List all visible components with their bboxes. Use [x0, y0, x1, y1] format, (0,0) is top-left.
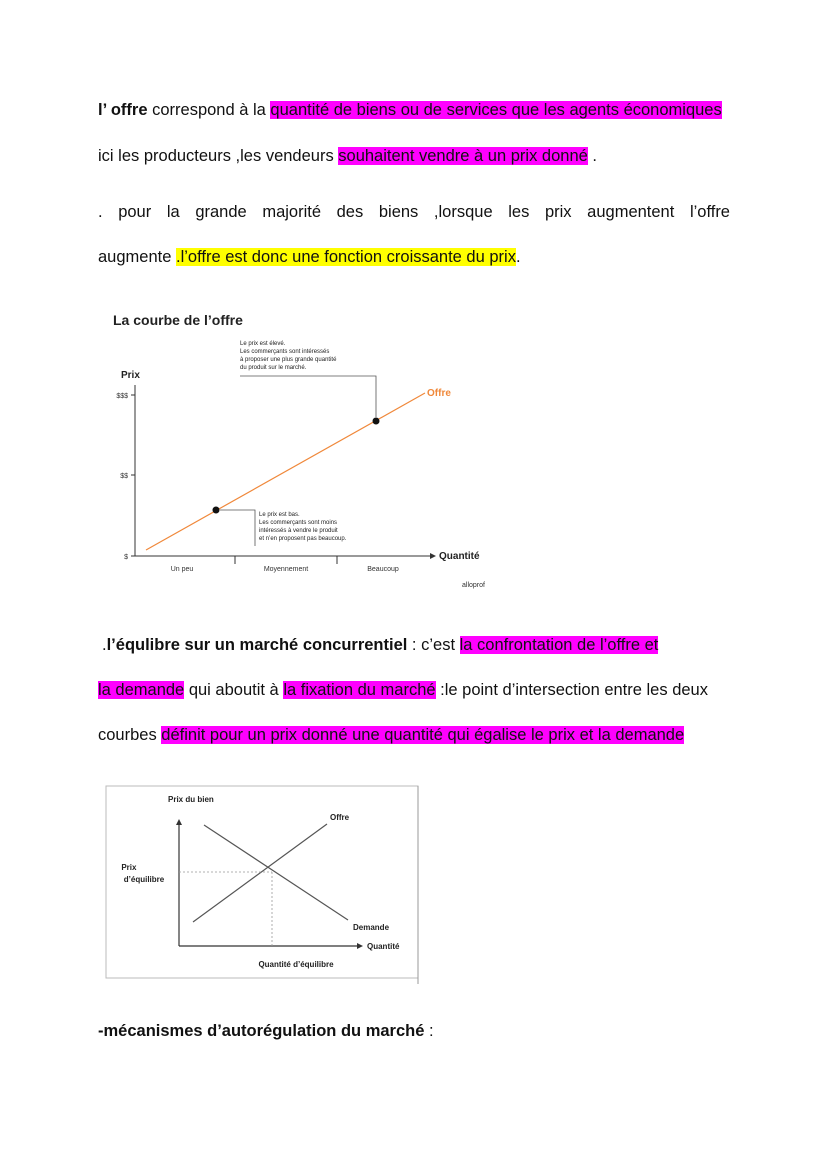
text-segment: .: [587, 147, 597, 165]
text-segment: :: [424, 1022, 434, 1040]
chart2-supply-label: Offre: [330, 813, 350, 822]
chart1-xlabel: Quantité: [439, 551, 480, 562]
text-segment: qui aboutit à: [184, 681, 284, 699]
equilibre-line-3: [98, 724, 730, 746]
autoregulation-term: -mécanismes d’autorégulation du marché: [98, 1022, 425, 1040]
text-segment: .: [515, 248, 521, 266]
chart1-annotation-high: Le prix est élevé. Les commerçants sont intéressés à proposer une plus grande quantité du produit sur le marché.: [240, 341, 337, 371]
chart1-annotation-low: Le prix est bas. Les commerçants sont moins intéressés à vendre le produit et n’en proposent pas beaucoup.: [259, 512, 347, 542]
equilibre-line-2: [98, 679, 730, 701]
offre-definition-line-2: [98, 145, 730, 167]
text-segment: .: [102, 636, 107, 654]
chart1-ytick-mid: $$: [120, 473, 128, 480]
chart1-title: La courbe de l’offre: [113, 312, 243, 328]
chart1-point-low: [213, 507, 220, 514]
text-segment: . pour la grande majorité des biens ,lorsque les prix augmentent l’offre: [98, 203, 730, 221]
offre-term: l’ offre: [98, 101, 148, 119]
text-segment: augmente: [98, 248, 176, 266]
chart1-supply-line: [146, 393, 425, 550]
offre-rule-line-2: [98, 246, 730, 268]
chart1-xtick-moyennement: Moyennement: [263, 566, 309, 573]
chart1-xtick-beaucoup: Beaucoup: [367, 566, 399, 573]
chart1-ytick-high: $$$: [116, 393, 128, 400]
chart1-xtick-unpeu: Un peu: [170, 566, 194, 573]
chart1-series-label: Offre: [427, 388, 451, 399]
highlight-magenta: la fixation du marché: [283, 681, 436, 699]
chart1-callout-low: [220, 510, 255, 546]
equilibre-line-1: [98, 634, 730, 656]
autoregulation-heading: [98, 1020, 730, 1042]
highlight-magenta: la confrontation de l’offre et: [459, 636, 659, 654]
text-segment: correspond à la: [147, 101, 271, 119]
offre-definition-line-1: [98, 99, 730, 121]
chart1-point-high: [373, 418, 380, 425]
text-segment: : c’est: [407, 636, 460, 654]
highlight-magenta: quantité de biens ou de services que les agents économiques: [270, 101, 722, 119]
offre-rule-line-1: [98, 201, 730, 223]
chart1-ylabel: Prix: [121, 370, 140, 381]
highlight-magenta: définit pour un prix donné une quantité qui égalise le prix et la demande: [161, 726, 685, 744]
chart1-credit: alloprof: [462, 582, 485, 589]
equilibrium-chart: [104, 784, 422, 984]
chart2-xlabel: Quantité: [367, 942, 400, 951]
highlight-yellow: .l’offre est donc une fonction croissante du prix: [175, 248, 516, 266]
chart2-eq-qty: Quantité d’équilibre: [258, 960, 334, 969]
text-segment: courbes: [98, 726, 162, 744]
chart2-eq-price: Prix d’équilibre: [121, 863, 165, 884]
supply-curve-chart: [100, 300, 510, 600]
chart2-ylabel: Prix du bien: [168, 795, 214, 804]
chart2-demand-label: Demande: [353, 923, 390, 932]
highlight-magenta: souhaitent vendre à un prix donné: [338, 147, 588, 165]
text-segment: :le point d’intersection entre les deux: [435, 681, 708, 699]
equilibre-term: l’équlibre sur un marché concurrentiel: [106, 636, 408, 654]
text-segment: ici les producteurs ,les vendeurs: [98, 147, 339, 165]
chart1-ytick-low: $: [124, 554, 128, 561]
chart1-callout-high: [240, 376, 376, 417]
highlight-magenta: la demande: [98, 681, 185, 699]
